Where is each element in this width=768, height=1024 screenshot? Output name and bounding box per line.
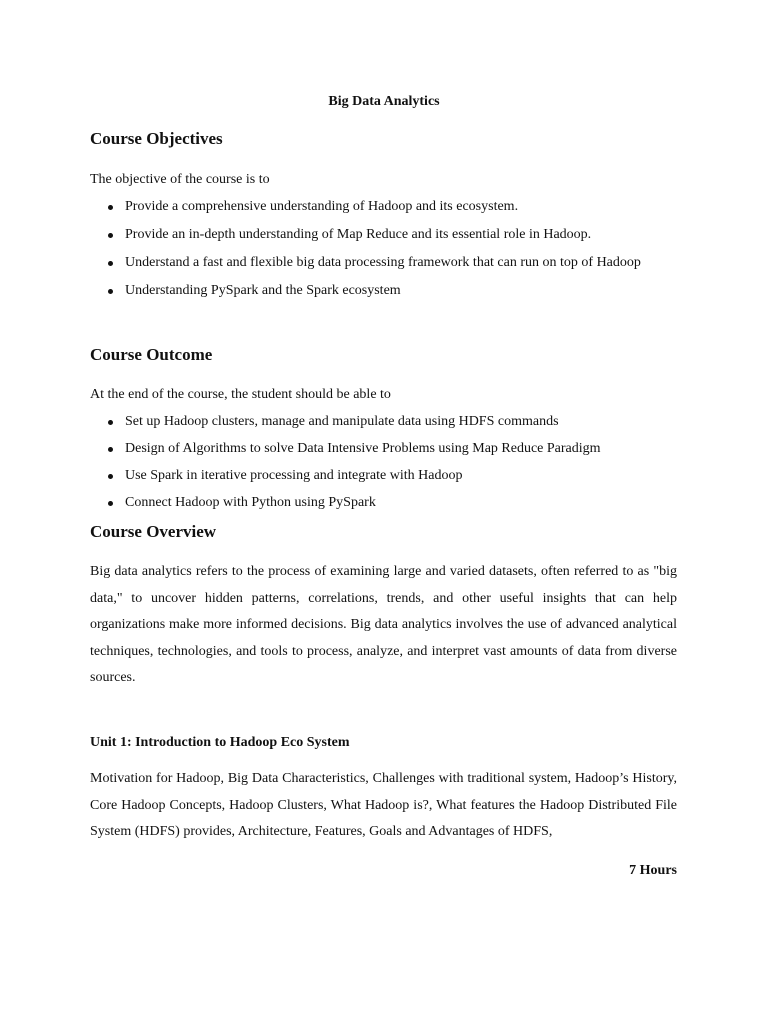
bullet-icon: [108, 501, 113, 506]
unit1-heading: Unit 1: Introduction to Hadoop Eco System: [90, 735, 350, 750]
bullet-icon: [108, 289, 113, 294]
document-title: Big Data Analytics: [328, 94, 440, 109]
overview-paragraph: Big data analytics refers to the process of examining large and varied datasets, often referred to as "big data," to uncover hidden patterns, correlations, trends, and other useful insights that can help organizations make more informed decisions. Big data analytics involves the use of advanced analytical techniques, technologies, and tools to process, analyze, and interpret vast amounts of data from diverse sources.: [90, 564, 677, 685]
list-item: Provide an in-depth understanding of Map Reduce and its essential role in Hadoop.: [90, 225, 641, 245]
list-item: Provide a comprehensive understanding of Hadoop and its ecosystem.: [90, 197, 641, 217]
bullet-icon: [108, 261, 113, 266]
bullet-icon: [108, 447, 113, 452]
list-item: Understanding PySpark and the Spark ecosystem: [90, 281, 641, 301]
unit1-paragraph: Motivation for Hadoop, Big Data Characteristics, Challenges with traditional system, Hadoop’s History, Core Hadoop Concepts, Hadoop Clusters, What Hadoop is?, What features the Hadoop Distributed File System (HDFS) provides, Architecture, Features, Goals and Advantages of HDFS,: [90, 771, 677, 839]
bullet-icon: [108, 233, 113, 238]
outcome-heading: Course Outcome: [90, 345, 213, 364]
outcome-intro: At the end of the course, the student should be able to: [90, 387, 391, 402]
bullet-icon: [108, 420, 113, 425]
unit1-hours: 7 Hours: [629, 863, 677, 878]
bullet-icon: [108, 205, 113, 210]
objectives-heading: Course Objectives: [90, 129, 223, 148]
list-item: Use Spark in iterative processing and integrate with Hadoop: [90, 466, 601, 486]
list-item: Connect Hadoop with Python using PySpark: [90, 493, 601, 513]
objectives-list: [90, 197, 641, 301]
overview-heading: Course Overview: [90, 522, 217, 541]
objectives-intro: The objective of the course is to: [90, 172, 270, 187]
list-item: Set up Hadoop clusters, manage and manipulate data using HDFS commands: [90, 412, 601, 432]
list-item: Design of Algorithms to solve Data Intensive Problems using Map Reduce Paradigm: [90, 439, 601, 459]
outcome-list: [90, 412, 601, 513]
bullet-icon: [108, 474, 113, 479]
list-item: Understand a fast and flexible big data processing framework that can run on top of Hadoop: [90, 253, 641, 273]
